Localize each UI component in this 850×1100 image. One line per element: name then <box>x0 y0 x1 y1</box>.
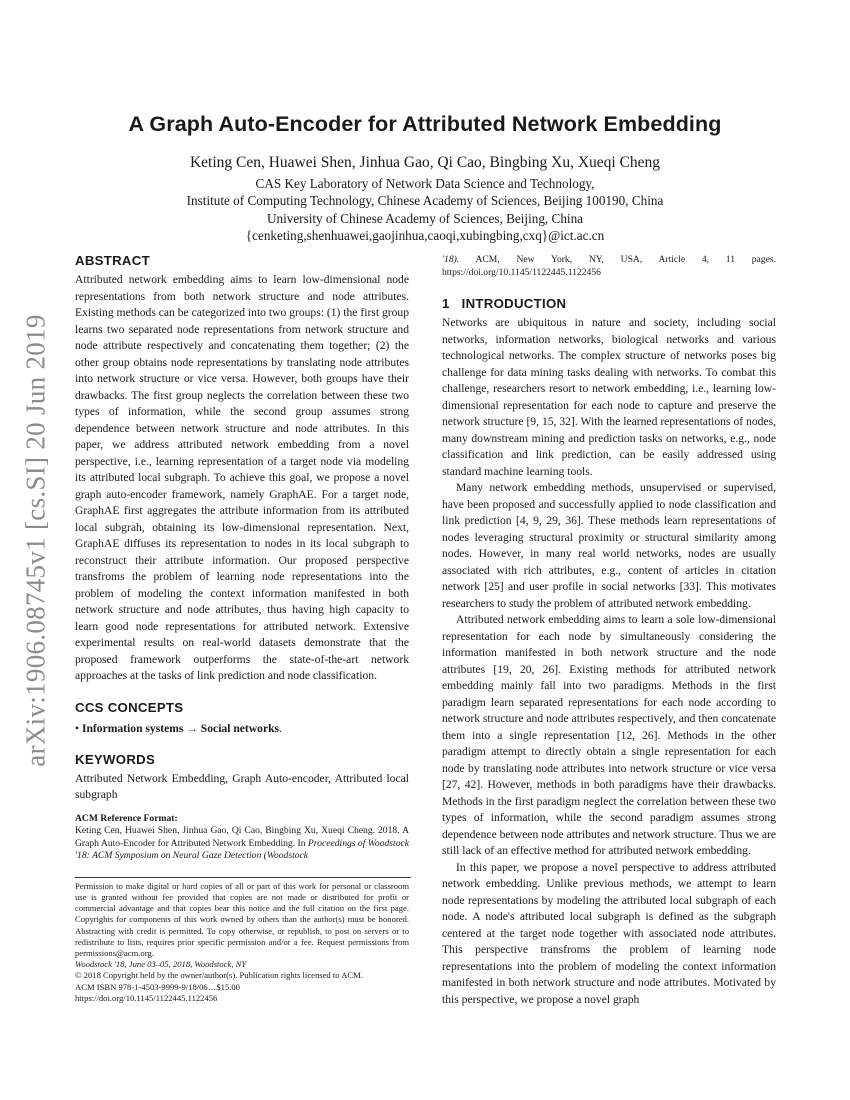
affiliation-line: Institute of Computing Technology, Chinese Academy of Sciences, Beijing 100190, China <box>186 193 664 209</box>
intro-paragraph: Many network embedding methods, unsupervised or supervised, have been proposed and successfully applied to node classification and link prediction [4, 9, 29, 36]. These methods learn representations of nodes leveraging structural proximity or structural similarity among nodes. However, in many real world networks, nodes are usually associated with rich attributes, e.g., content of articles in citation network [25] and user profile in social networks [33]. This motivates researchers to study the problem of attributed network embedding. <box>442 481 776 610</box>
ccs-concept-path: Information systems → Social networks <box>81 721 280 735</box>
affiliation-line: University of Chinese Academy of Sciences, Beijing, China <box>266 210 584 226</box>
acm-reference-proceedings: Proceedings of Woodstock '18: ACM Symposium on Neural Gaze Detection (Woodstock <box>75 837 410 862</box>
abstract-heading: ABSTRACT <box>75 253 150 268</box>
keywords-heading: KEYWORDS <box>75 751 156 767</box>
permission-block <box>75 881 409 1004</box>
affiliation-block <box>60 175 790 244</box>
copyright-line: © 2018 Copyright held by the owner/author(s). Publication rights licensed to ACM. <box>75 970 363 981</box>
ccs-heading: CCS CONCEPTS <box>75 699 184 715</box>
paper-title: A Graph Auto-Encoder for Attributed Network Embedding <box>128 112 722 136</box>
ccs-bullet: • <box>75 721 80 735</box>
venue-line: Woodstock '18, June 03–05, 2018, Woodstock, NY <box>75 959 247 970</box>
arxiv-id-text: arXiv:1906.08745v1 [cs.SI] 20 Jun 2019 <box>20 313 51 767</box>
intro-paragraph: Attributed network embedding aims to learn a sole low-dimensional representation for each node by simultaneously considering the information manifested in both network structure and the node attributes [19, 20, 26]. Existing methods for attributed network embedding mainly fall into two paradigms. Methods in the first paradigm learn separated representations for each node according to network structure and node attributes respectively, and then concatenate them into a single representation [12, 26]. Methods in the other paradigm attempt to directly obtain a single representation for each node by translating node attributes into network structure or vice versa [27, 42]. However, methods in both paradigms have their drawbacks. Methods in the first paradigm neglect the correlation between these two types of information, while the second paradigm assumes strong dependence between node attributes and network structure. Thus we are still lack of an effective method for attributed network embedding. <box>442 613 776 858</box>
abstract-text: Attributed network embedding aims to learn low-dimensional node representations from both network structure and node attributes. Existing methods can be categorized into two groups: (1) the first group learns two separated node representations from network structure and node attribute respectively and concatenating them together; (2) the other group obtains node representations by translating node attributes into network structure or vice versa. However, both groups have their drawbacks. The first group neglects the correlation between these two types of information, while the second group assumes strong dependence between network structure and node attributes. In this paper, we address attributed network embedding from a novel perspective, i.e., learning representation of a target node via modeling its attributed local subgraph. To achieve this goal, we propose a novel graph auto-encoder framework, namely GraphAE. For a target node, GraphAE first aggregates the attribute information from its attributed local subgrah, obtaining its low-dimensional representation. Next, GraphAE diffuses its representation to nodes in its local subgraph to reconstruct their attribute information. Our proposed perspective transfroms the problem of learning node representations into the problem of modeling the context information manifested in both network structure and node attributes, thus having high capacity to learn good node representations for attributed network. Extensive experimental results on real-world datasets demonstrate that the proposed framework outperforms the state-of-the-art network approaches at the tasks of link prediction and node classification. <box>75 273 409 682</box>
introduction-heading <box>442 295 776 312</box>
acm-reference-text <box>75 825 409 863</box>
affiliation-line: CAS Key Laboratory of Network Data Science and Technology, <box>255 176 595 191</box>
author-emails: {cenketing,shenhuawei,gaojinhua,caoqi,xubingbing,cxq}@ict.ac.cn <box>245 227 605 243</box>
left-column <box>75 252 409 1004</box>
isbn-line: ACM ISBN 978-1-4503-9999-9/18/06…$15.00 <box>75 981 240 992</box>
right-column <box>442 254 776 1008</box>
section-title: INTRODUCTION <box>461 296 567 312</box>
acm-reference-year: '18). <box>442 254 460 265</box>
footnote-rule <box>75 877 411 878</box>
section-number: 1 <box>442 296 450 312</box>
permission-text: Permission to make digital or hard copies of all or part of this work for personal or classroom use is granted without fee provided that copies are not made or distributed for profit or commercial advantage and that copies bear this notice and the full citation on the first page. Copyrights for components of this work owned by others than the author(s) must be honored. Abstracting with credit is permitted. To copy otherwise, or republish, to post on servers or to redistribute to lists, requires prior specific permission and/or a fee. Request permissions from permissions@acm.org. <box>75 880 409 958</box>
intro-paragraph: In this paper, we propose a novel perspective to address attributed network embedding. Unlike previous methods, we attempt to learn node representations by modeling the attributed local subgraph of each node. A node's attributed local subgraph is defined as the subgraph centered at the target node together with associated node attributes. This perspective transfroms the problem of learning node representations into the problem of modeling the context information manifested in both network structure and node attributes. Motivated by this perspective, we propose a novel graph <box>442 860 776 1006</box>
acm-reference-plain: Keting Cen, Huawei Shen, Jinhua Gao, Qi Cao, Bingbing Xu, Xueqi Cheng. 2018. A Graph Auto-Encoder for Attributed Network Embedding. In <box>75 825 409 849</box>
ccs-concept-item <box>75 721 409 737</box>
acm-reference-continuation <box>442 254 776 279</box>
ccs-period: . <box>279 721 282 735</box>
acm-reference-heading: ACM Reference Format: <box>75 812 178 824</box>
doi-link[interactable]: https://doi.org/10.1145/1122445.1122456 <box>75 992 218 1003</box>
keywords-text: Attributed Network Embedding, Graph Auto-encoder, Attributed local subgraph <box>75 771 409 801</box>
acm-reference-details: ACM, New York, NY, USA, Article 4, 11 pages. https://doi.org/10.1145/1122445.1122456 <box>442 254 776 278</box>
arxiv-identifier-stamp <box>14 310 58 770</box>
author-list: Keting Cen, Huawei Shen, Jinhua Gao, Qi Cao, Bingbing Xu, Xueqi Cheng <box>189 154 661 171</box>
intro-paragraph: Networks are ubiquitous in nature and society, including social networks, information networks, biological networks and various technological networks. The complex structure of networks poses big challenge for data mining tasks dealing with networks. To combat this challenge, researchers resort to network embedding, i.e., learning low-dimensional representation for each node to capture and preserve the network structure [9, 15, 32]. With the learned representations of nodes, many downstream mining and prediction tasks on networks, e.g., node classification and link prediction, can be easily addressed using standard machine learning tools. <box>442 316 776 478</box>
